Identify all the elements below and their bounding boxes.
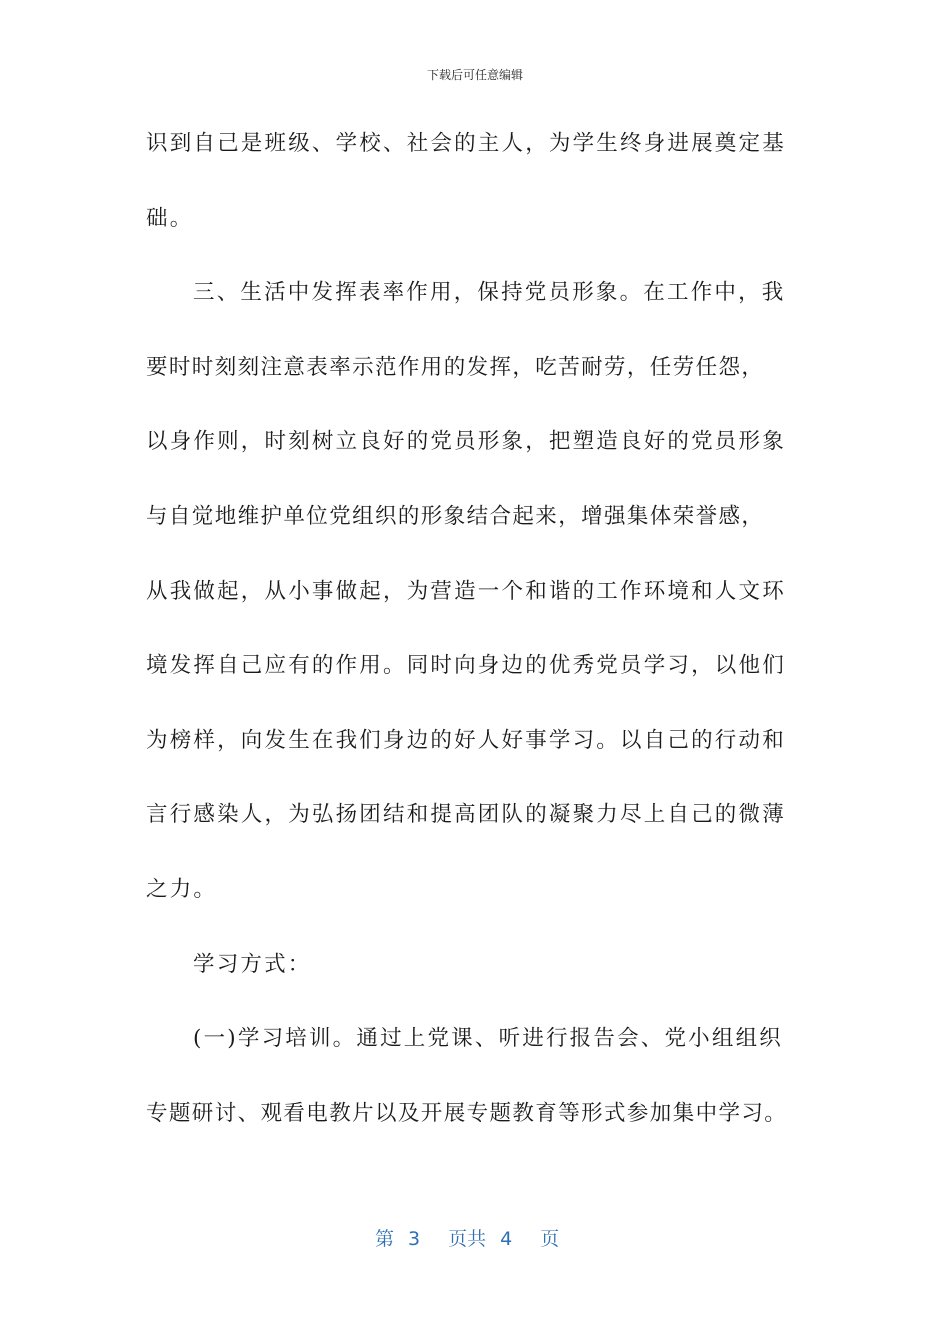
document-body [146,124,812,1168]
text-line: 之力。 [146,876,218,902]
paragraph-start-line: 三、生活中发挥表率作用，保持党员形象。在工作中，我 [193,280,786,306]
footer-suffix: 页 [540,1228,560,1250]
footer-prefix: 第 [375,1228,395,1250]
text-line: 专题研讨、观看电教片以及开展专题教育等形式参加集中学习。 [146,1100,788,1126]
text-line: 识到自己是班级、学校、社会的主人，为学生终身进展奠定基 [146,131,786,156]
header-note: 下载后可任意编辑 [426,68,523,82]
footer-middle: 页共 [448,1228,487,1250]
text-line: 与自觉地维护单位党组织的形象结合起来，增强集体荣誉感， [146,503,765,529]
text-line: 境发挥自己应有的作用。同时向身边的优秀党员学习，以他们 [146,653,786,679]
text-line: 从我做起，从小事做起，为营造一个和谐的工作环境和人文环 [146,578,786,604]
current-page-number: 3 [408,1228,421,1250]
paragraph-start-line: (一)学习培训。通过上党课、听进行报告会、党小组组织 [193,1026,783,1052]
text-line: 言行感染人，为弘扬团结和提高团队的凝聚力尽上自己的微薄 [146,802,786,828]
page-number-footer [375,1226,559,1252]
text-line: 础。 [146,205,194,231]
total-page-number: 4 [500,1228,513,1250]
section-heading: 学习方式： [193,951,312,977]
text-line: 要时时刻刻注意表率示范作用的发挥，吃苦耐劳，任劳任怨， [146,354,765,380]
text-line: 为榜样，向发生在我们身边的好人好事学习。以自己的行动和 [146,727,786,753]
text-line: 以身作则，时刻树立良好的党员形象，把塑造良好的党员形象 [146,429,786,455]
